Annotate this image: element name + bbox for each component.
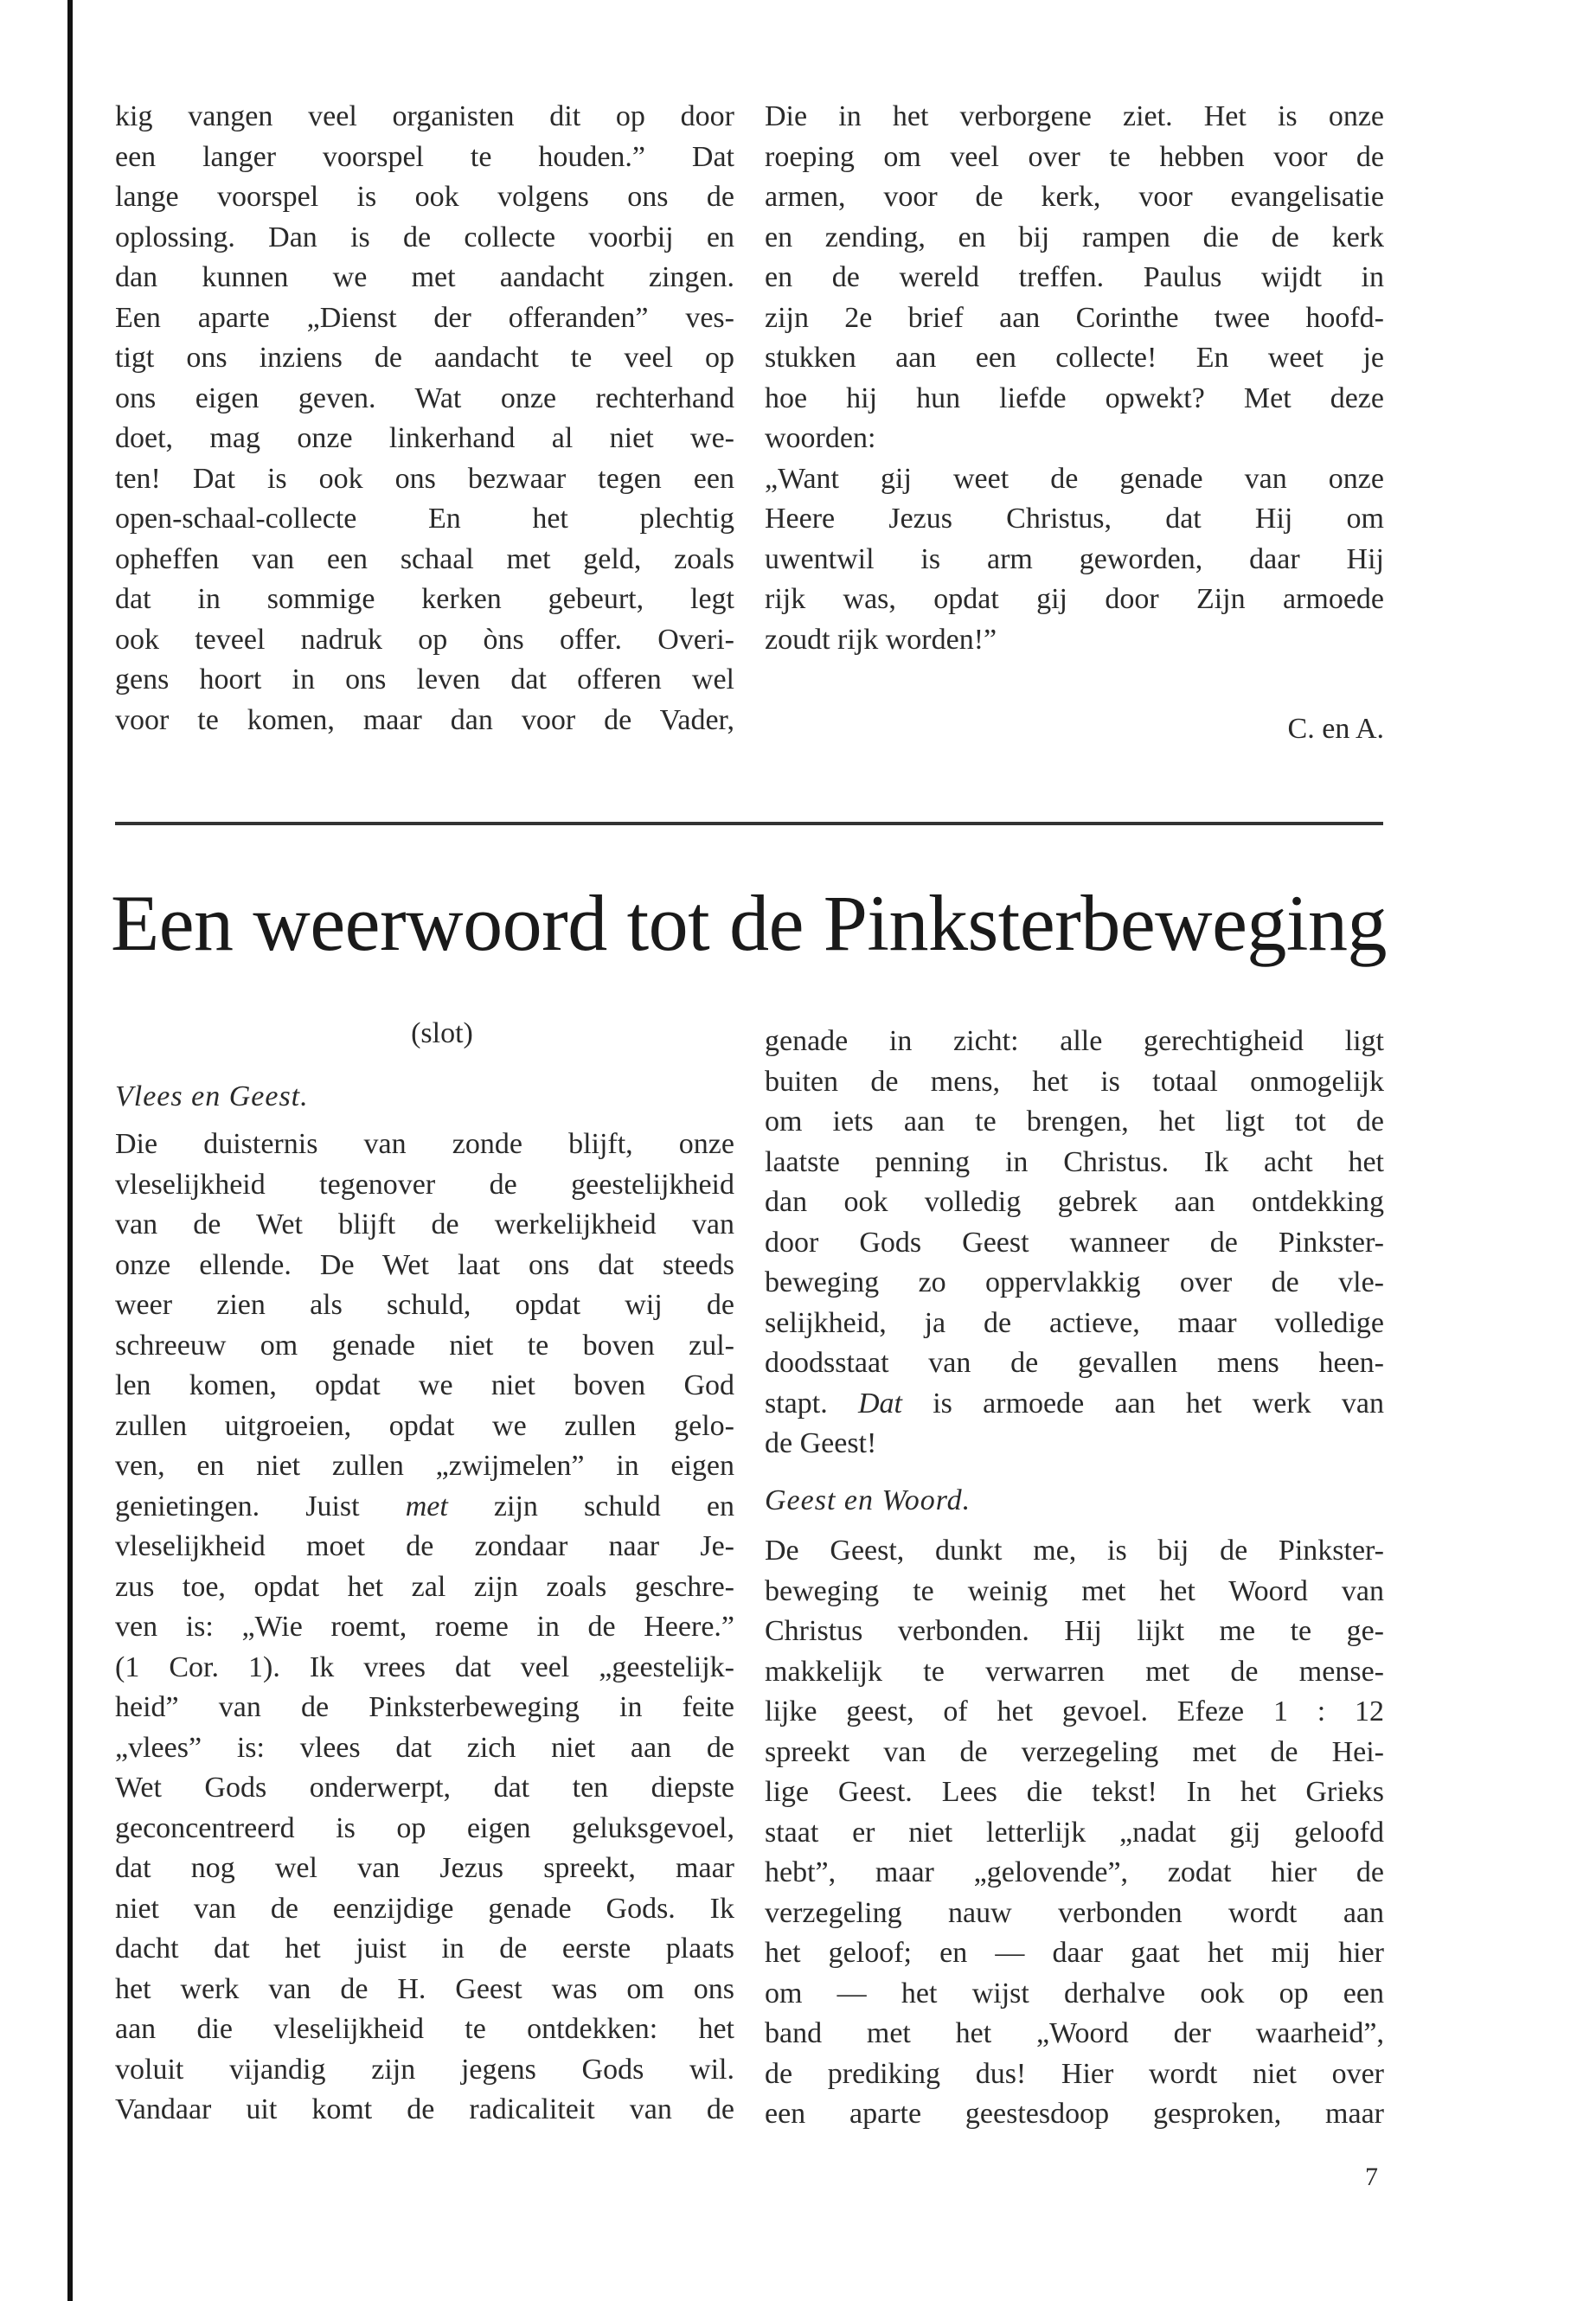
text-line: verzegeling nauw verbonden wordt aan [765,1896,1384,1929]
text-line: Christus verbonden. Hij lijkt me te ge- [765,1615,1384,1647]
text-line: het geloof; en — daar gaat het mij hier [765,1937,1384,1969]
text-line: zijn 2e brief aan Corinthe twee hoofd- [765,301,1384,334]
text-line: onze ellende. De Wet laat ons dat steeds [115,1248,734,1281]
text-line: niet van de eenzijdige genade Gods. Ik [115,1892,734,1925]
article-left-column [115,1125,734,2131]
prev-article-right-column [765,97,1384,660]
text-line: dacht dat het juist in de eerste plaats [115,1932,734,1965]
text-line: schreeuw om genade niet te boven zul- [115,1329,734,1362]
text-line: De Geest, dunkt me, is bij de Pinkster- [765,1535,1384,1567]
text-line: Heere Jezus Christus, dat Hij om [765,503,1384,535]
text-line: ook teveel nadruk op òns offer. Overi- [115,623,734,656]
text-line: dat in sommige kerken gebeurt, legt [115,583,734,615]
text-line: om — het wijst derhalve ook op een [765,1977,1384,2009]
text-line: doodsstaat van de gevallen mens heen- [765,1347,1384,1379]
text-line: het werk van de H. Geest was om ons [115,1972,734,2005]
text-line: (1 Cor. 1). Ik vrees dat veel „geestelijk- [115,1650,734,1683]
text-line: Die duisternis van zonde blijft, onze [115,1128,734,1160]
text-line: dan kunnen we met aandacht zingen. [115,261,734,293]
text-line: genietingen. Juist met zijn schuld en [115,1490,735,1522]
article-right-column-part2 [765,1531,1384,2135]
text-line: door Gods Geest wanneer de Pinkster- [765,1226,1384,1259]
text-line: hebt”, maar „gelovende”, zodat hier de [765,1856,1384,1888]
text-line: staat er niet letterlijk „nadat gij geloofd [765,1816,1384,1849]
text-line: stukken aan een collecte! En weet je [765,342,1384,374]
text-line: „vlees” is: vlees dat zich niet aan de [115,1731,734,1764]
section-divider [115,822,1383,825]
text-line: een aparte geestesdoop gesproken, maar [765,2098,1384,2130]
text-line: aan die vleselijkheid te ontdekken: het [115,2013,734,2045]
section-heading-vlees-en-geest: Vlees en Geest. [115,1080,309,1112]
text-line: Een aparte „Dienst der offeranden” ves- [115,301,734,334]
text-line: en zending, en bij rampen die de kerk [765,221,1384,253]
text-line: ons eigen geven. Wat onze rechterhand [115,381,734,414]
article-title: Een weerwoord tot de Pinksterbeweging [111,879,1387,967]
text-line: hoe hij hun liefde opwekt? Met deze [765,381,1384,414]
text-line: makkelijk te verwarren met de mense- [765,1655,1384,1688]
text-line: „Want gij weet de genade van onze [765,462,1384,495]
text-line: ven is: „Wie roemt, roeme in de Heere.” [115,1611,734,1643]
text-line: dan ook volledig gebrek aan ontdekking [765,1186,1384,1218]
section-heading-geest-en-woord: Geest en Woord. [765,1484,971,1516]
text-line: uwentwil is arm geworden, daar Hij [765,542,1384,575]
text-line: zullen uitgroeien, opdat we zullen gelo- [115,1409,734,1442]
text-line: woorden: [765,422,876,454]
article-subtitle: (slot) [411,1017,473,1049]
text-line: voor te komen, maar dan voor de Vader, [115,703,734,736]
text-line: vleselijkheid tegenover de geestelijkheid [115,1168,734,1201]
text-line: dat nog wel van Jezus spreekt, maar [115,1852,734,1884]
text-line: Vandaar uit komt de radicaliteit van de [115,2093,734,2125]
page-edge-bar [67,0,73,2301]
text-line: beweging zo oppervlakkig over de vle- [765,1266,1384,1298]
article-right-column-part1 [765,1022,1384,1465]
text-line: armen, voor de kerk, voor evangelisatie [765,181,1384,213]
text-line: band met het „Woord der waarheid”, [765,2017,1384,2049]
text-line: buiten de mens, het is totaal onmogelijk [765,1065,1384,1098]
prev-article-left-column [115,97,734,740]
text-line: opheffen van een schaal met geld, zoals [115,542,734,575]
text-line: beweging te weinig met het Woord van [765,1574,1384,1607]
text-line: heid” van de Pinksterbeweging in feite [115,1691,734,1723]
text-line: tigt ons inziens de aandacht te veel op [115,342,734,374]
text-line: selijkheid, ja de actieve, maar volledige [765,1306,1384,1339]
text-line: doet, mag onze linkerhand al niet we- [115,422,734,454]
text-line: ven, en niet zullen „zwijmelen” in eigen [115,1450,734,1482]
text-line: Wet Gods onderwerpt, dat ten diepste [115,1772,734,1804]
text-line: roeping om veel over te hebben voor de [765,140,1384,173]
text-line: Die in het verborgene ziet. Het is onze [765,100,1384,132]
text-line: van de Wet blijft de werkelijkheid van [115,1208,734,1240]
text-line: lange voorspel is ook volgens ons de [115,181,734,213]
text-line: lige Geest. Lees die tekst! In het Grieks [765,1776,1384,1808]
text-line: geconcentreerd is op eigen geluksgevoel, [115,1811,734,1844]
text-line: rijk was, opdat gij door Zijn armoede [765,583,1384,615]
text-line: ten! Dat is ook ons bezwaar tegen een [115,462,734,495]
text-line: len komen, opdat we niet boven God [115,1369,734,1401]
text-line: voluit vijandig zijn jegens Gods wil. [115,2053,734,2086]
text-line: een langer voorspel te houden.” Dat [115,140,734,173]
text-line: de Geest! [765,1427,877,1459]
text-line: laatste penning in Christus. Ik acht het [765,1145,1384,1178]
text-line: weer zien als schuld, opdat wij de [115,1289,734,1321]
text-line: spreekt van de verzegeling met de Hei- [765,1735,1384,1768]
page-number: 7 [1365,2163,1378,2191]
text-line: zus toe, opdat het zal zijn zoals geschre- [115,1570,734,1603]
text-line: en de wereld treffen. Paulus wijdt in [765,261,1384,293]
text-line: lijke geest, of het gevoel. Efeze 1 : 12 [765,1695,1384,1727]
text-line: de prediking dus! Hier wordt niet over [765,2057,1384,2090]
text-line: oplossing. Dan is de collecte voorbij en [115,221,734,253]
emphasis: Dat [857,1387,902,1420]
text-line: stapt. Dat is armoede aan het werk van [765,1387,1385,1420]
text-line: vleselijkheid moet de zondaar naar Je- [115,1530,734,1562]
text-line: zoudt rijk worden!” [765,623,997,656]
text-line: open-schaal-collecte En het plechtig [115,503,734,535]
emphasis: met [405,1490,448,1522]
text-line: gens hoort in ons leven dat offeren wel [115,663,734,695]
signature: C. en A. [1287,713,1384,745]
text-line: kig vangen veel organisten dit op door [115,100,734,132]
text-line: genade in zicht: alle gerechtigheid ligt [765,1025,1384,1057]
text-line: om iets aan te brengen, het ligt tot de [765,1106,1384,1138]
